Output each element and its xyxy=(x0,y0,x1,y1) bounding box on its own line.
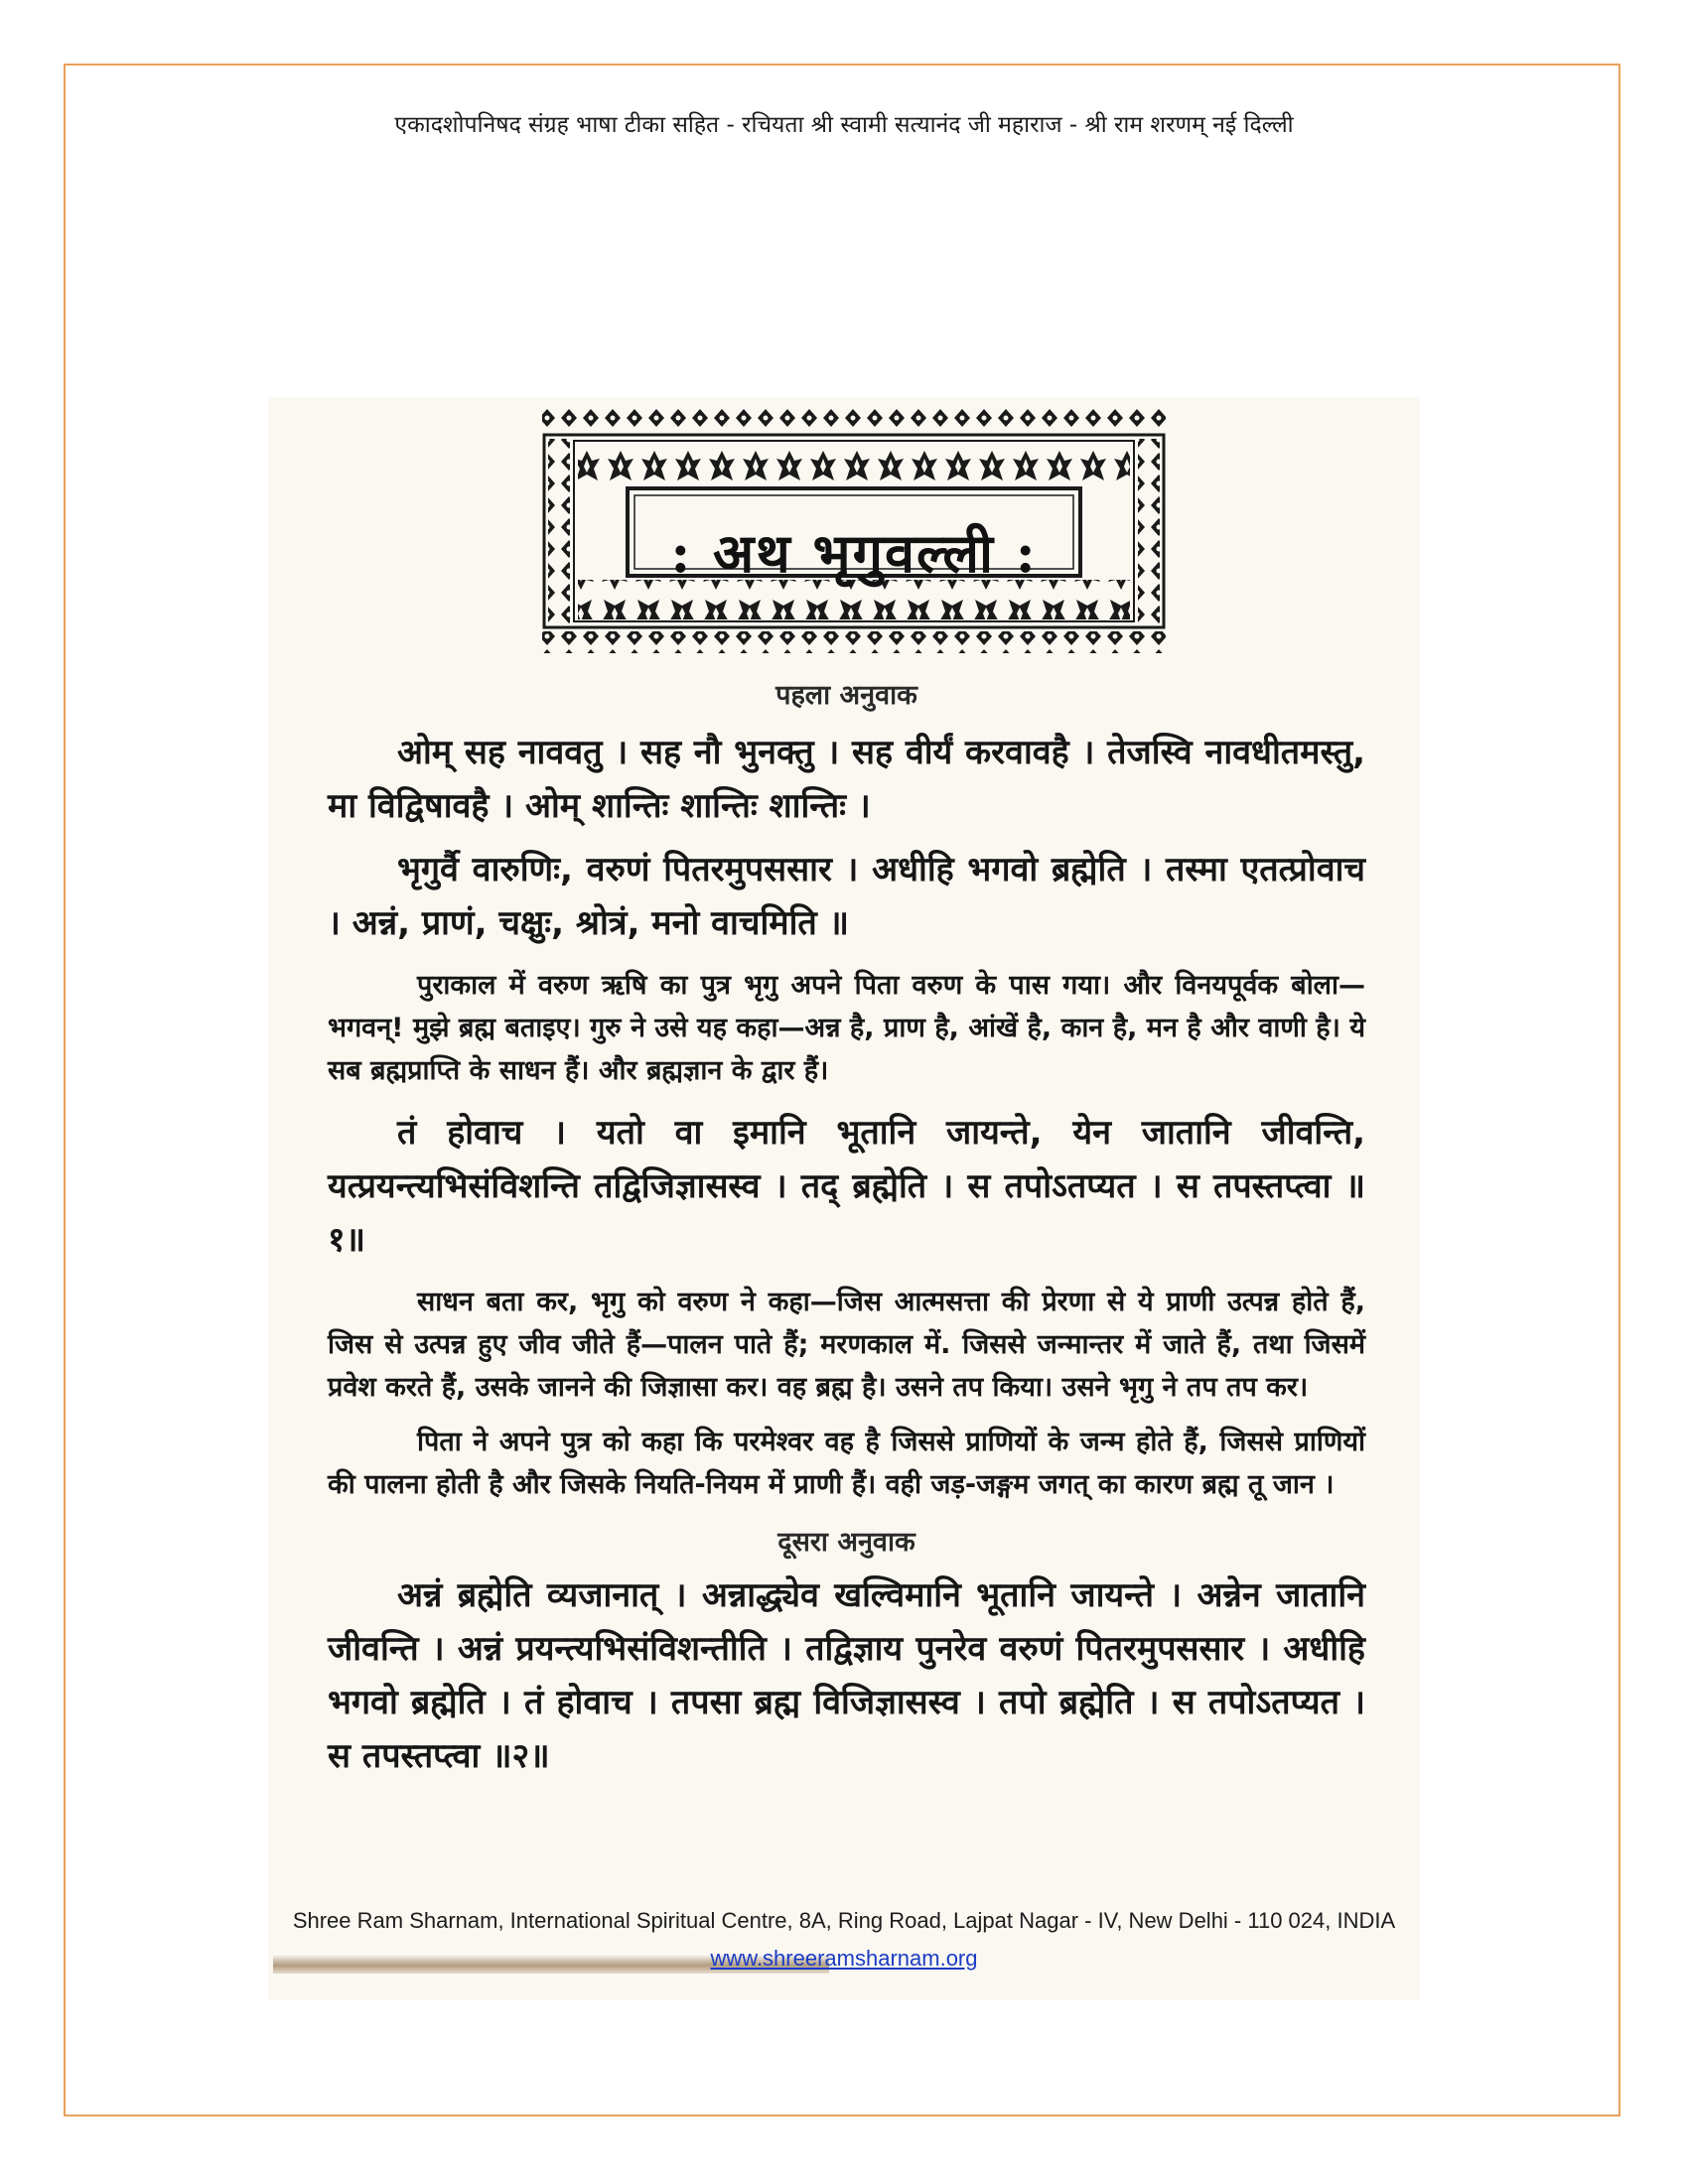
section-heading: दूसरा अनुवाक xyxy=(777,1527,915,1558)
section-one xyxy=(328,675,1365,1783)
website-link[interactable]: www.shreeramsharnam.org xyxy=(710,1946,978,1971)
page-header: एकादशोपनिषद संग्रह भाषा टीका सहित - रचियता श्री स्वामी सत्यानंद जी महाराज - श्री राम शरणम् नई दिल्ली xyxy=(394,112,1294,138)
hindi-commentary: साधन बता कर, भृगु को वरुण ने कहा—जिस आत्मसत्ता की प्रेरणा से ये प्राणी उत्पन्न होते हैं, जिस से उत्पन्न हुए जीव जीते हैं—पालन पाते हैं; मरणकाल में. जिससे जन्मान्तर में जाते हैं, तथा जिसमें प्रवेश करते हैं, उसके जानने की जिज्ञासा कर। वह ब्रह्म है। उसने तप किया। उसने भृगु ने तप तप कर। xyxy=(328,1287,1365,1403)
hindi-commentary: पुराकाल में वरुण ऋषि का पुत्र भृगु अपने पिता वरुण के पास गया। और विनयपूर्वक बोला—भगवन्! मुझे ब्रह्म बताइए। गुरु ने उसे यह कहा—अन्न है, प्राण है, आंखें है, कान है, मन है और वाणी है। ये सब ब्रह्मप्राप्ति के साधन हैं। और ब्रह्मज्ञान के द्वार हैं। xyxy=(328,970,1365,1086)
sanskrit-verse: भृगुर्वै वारुणिः, वरुणं पितरमुपससार । अधीहि भगवो ब्रह्मेति । तस्मा एतत्प्रोवाच । अन्नं, प्राणं, चक्षुः, श्रोत्रं, मनो वाचमिति ॥ xyxy=(328,850,1365,943)
section-heading: पहला अनुवाक xyxy=(775,680,917,711)
sanskrit-verse: तं होवाच । यतो वा इमानि भूतानि जायन्ते, येन जातानि जीवन्ति, यत्प्रयन्त्यभिसंविशन्ति तद्विजिज्ञासस्व । तद् ब्रह्मेति । स तपोऽतप्यत । स तपस्तप्त्वा ॥१॥ xyxy=(328,1113,1365,1260)
ornamental-title-banner xyxy=(536,407,1172,655)
shanti-mantra-verse: ओम् सह नाववतु । सह नौ भुनक्तु । सह वीर्यं करवावहै । तेजस्वि नावधीतमस्तु, मा विद्विषावहै । ओम् शान्तिः शान्तिः शान्तिः । xyxy=(328,733,1365,826)
footer-address: Shree Ram Sharnam, International Spiritual Centre, 8A, Ring Road, Lajpat Nagar - IV, New Delhi - 110 024, INDIA xyxy=(292,1908,1396,1933)
chapter-title: : अथ भृगुवल्ली : xyxy=(670,521,1038,585)
footer-website xyxy=(0,1946,1688,1972)
hindi-commentary: पिता ने अपने पुत्र को कहा कि परमेश्वर वह है जिससे प्राणियों के जन्म होते हैं, जिससे प्राणियों की पालना होती है और जिसके नियति-नियम में प्राणी हैं। वही जड़-जङ्गम जगत् का कारण ब्रह्म तू जान । xyxy=(328,1427,1365,1500)
sanskrit-verse: अन्नं ब्रह्मेति व्यजानात् । अन्नाद्ध्येव खल्विमानि भूतानि जायन्ते । अन्नेन जातानि जीवन्ति । अन्नं प्रयन्त्यभिसंविशन्तीति । तद्विज्ञाय पुनरेव वरुणं पितरमुपससार । अधीहि भगवो ब्रह्मेति । तं होवाच । तपसा ब्रह्म विजिज्ञासस्व । तपो ब्रह्मेति । स तपोऽतप्यत । स तपस्तप्त्वा ॥२॥ xyxy=(328,1575,1365,1776)
